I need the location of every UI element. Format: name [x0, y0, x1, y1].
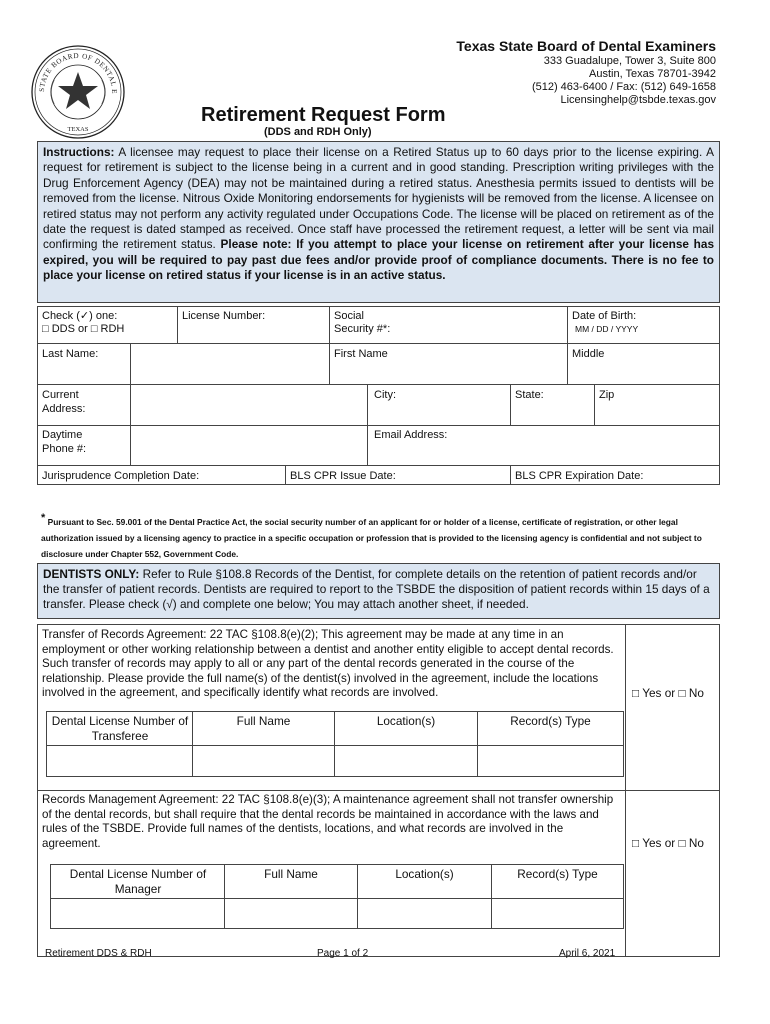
- license-type-checkboxes[interactable]: □ DDS or □ RDH: [42, 323, 125, 335]
- address-line: (512) 463-6400 / Fax: (512) 649-1658: [531, 81, 716, 93]
- last-name-input[interactable]: [131, 344, 328, 384]
- instructions-body: A licensee may request to place their license on a Retired Status up to 60 days prior to the license expiring. A request for retirement is subject to the license being in a current and in good standing. Prescription writing privileges with the Drug Enforcement Agency (DEA) may not be maintained during a retired status. Anesthesia permits issued to dentists will be removed from the license. Nitrous Oxide Monitoring endorsements for hygienists will be removed from the license. A licensee on retired status may not perform any activity regulated under Occupations Code. The license will be placed on retirement as of the date the request is dated stamped as received. Once staff have processed the retirement request, a letter will be sent via mail confirming the retirement status.: [43, 145, 714, 252]
- seal-bottom-text: TEXAS: [67, 126, 89, 133]
- instructions-note: Please note: If you attempt to place your license on retirement after your license has expired, you will be required to pay past due fees and/or provide proof of compliance documents. There is no fee to place your license on retired status if your license is in an active status.: [43, 237, 715, 283]
- check-one-label: Check (✓) one:: [42, 310, 118, 322]
- phone-input[interactable]: [131, 426, 366, 465]
- email-label: Email Address:: [374, 429, 448, 441]
- transferee-full-name-input[interactable]: [193, 746, 334, 776]
- transferee-records-type-input[interactable]: [478, 746, 623, 776]
- state-label: State:: [515, 389, 544, 401]
- middle-name-label: Middle: [572, 348, 605, 360]
- col-locations: Location(s): [376, 714, 436, 728]
- email-link[interactable]: Licensinghelp@tsbde.texas.gov: [560, 94, 716, 106]
- applicant-info-grid: [37, 306, 720, 485]
- col-full-name: Full Name: [236, 714, 291, 728]
- form-title: Retirement Request Form: [201, 104, 446, 126]
- address-line: 333 Guadalupe, Tower 3, Suite 800: [543, 55, 716, 67]
- phone-label-2: Phone #:: [42, 443, 87, 455]
- manager-location-input[interactable]: [358, 899, 491, 928]
- footer-date: April 6, 2021: [559, 948, 616, 959]
- dentists-only-body: Refer to Rule §108.8 Records of the Dentist, for complete details on the retention of patient records and/or the transfer of patient records. Dentists are required to report to the TSBDE the disposition of patient records within 15 days of a transfer. Please check (√) and complete one below; You may attach another sheet, if needed.: [43, 567, 710, 611]
- org-address: [532, 55, 716, 107]
- management-records-table: [50, 864, 624, 929]
- ssn-label-1: Social: [334, 310, 364, 322]
- last-name-label: Last Name:: [42, 348, 99, 360]
- city-label: City:: [374, 389, 396, 401]
- transfer-yes-no-checkboxes[interactable]: □ Yes or □ No: [632, 686, 704, 700]
- dob-field[interactable]: Date of Birth:: [572, 310, 637, 322]
- instructions-lead: Instructions:: [43, 145, 115, 159]
- instructions-box: [37, 141, 720, 303]
- first-name-label: First Name: [334, 348, 388, 360]
- transferee-location-input[interactable]: [335, 746, 477, 776]
- ssn-field[interactable]: Security #*:: [334, 323, 391, 335]
- transfer-agreement-text: Transfer of Records Agreement: 22 TAC §108.8(e)(2); This agreement may be made at any time in an employment or other working relationship between a dentist and another entity eligible to accept dental records. Such transfer of records may apply to all or any part of the dental records generated in the course of the relationship. Please provide the full name(s) of the dentist(s) involved in the agreement, include the locations involved in the agreement, and specifically identify what records are involved.: [42, 628, 614, 700]
- seal-ring-text: STATE BOARD OF DENTAL E: [37, 51, 119, 95]
- phone-label-1: Daytime: [42, 429, 83, 441]
- ssn-footnote: [41, 510, 731, 562]
- address-label-1: Current: [42, 389, 79, 401]
- manager-full-name-input[interactable]: [225, 899, 357, 928]
- form-subtitle: (DDS and RDH Only): [264, 126, 372, 138]
- col-records-type: Record(s) Type: [517, 867, 598, 881]
- col-locations: Location(s): [395, 867, 454, 881]
- transferee-license-input[interactable]: [47, 746, 192, 776]
- address-input[interactable]: [131, 385, 366, 425]
- manager-license-input[interactable]: [51, 899, 224, 928]
- license-number-field[interactable]: License Number:: [182, 310, 266, 322]
- agreements-section: [37, 624, 720, 957]
- col-manager-license: Dental License Number of Manager: [69, 867, 207, 896]
- footer-page-number: Page 1 of 2: [317, 948, 369, 959]
- footnote-text: Pursuant to Sec. 59.001 of the Dental Practice Act, the social security number of an applicant for or holder of a license, certificate of registration, or other legal authorization issued by a licensing agency to practice in a specific occupation or profession that is provided to the licensing agency is confidential and not subject to disclosure under Chapter 552, Government Code.: [41, 516, 702, 559]
- bls-expiration-date-field[interactable]: BLS CPR Expiration Date:: [515, 470, 644, 482]
- address-line: Austin, Texas 78701-3942: [589, 68, 716, 80]
- footer-form-name: Retirement DDS & RDH: [45, 948, 152, 959]
- bls-issue-date-field[interactable]: BLS CPR Issue Date:: [290, 470, 396, 482]
- address-label-2: Address:: [42, 403, 86, 415]
- dentists-only-box: [37, 563, 720, 619]
- footnote-mark: *: [41, 512, 46, 524]
- jurisprudence-date-field[interactable]: Jurisprudence Completion Date:: [42, 470, 200, 482]
- dentists-only-lead: DENTISTS ONLY:: [43, 567, 140, 581]
- transfer-records-table: [46, 711, 624, 777]
- col-transferee-license: Dental License Number of Transferee: [51, 714, 189, 743]
- board-seal: [30, 44, 126, 140]
- col-full-name: Full Name: [264, 867, 318, 881]
- org-name: Texas State Board of Dental Examiners: [456, 38, 716, 54]
- management-agreement-text: Records Management Agreement: 22 TAC §108.8(e)(3); A maintenance agreement shall not transfer ownership of the dental records, but shall require that the dental records be maintained in accordance with the laws and rules of the TSBDE. Provide full names of the dentists, locations, and what records are involved in the agreement.: [42, 793, 614, 850]
- col-records-type: Record(s) Type: [510, 714, 591, 728]
- zip-label: Zip: [599, 389, 615, 401]
- manager-records-type-input[interactable]: [492, 899, 623, 928]
- dob-format: MM / DD / YYYY: [575, 324, 639, 334]
- management-yes-no-checkboxes[interactable]: □ Yes or □ No: [632, 836, 704, 850]
